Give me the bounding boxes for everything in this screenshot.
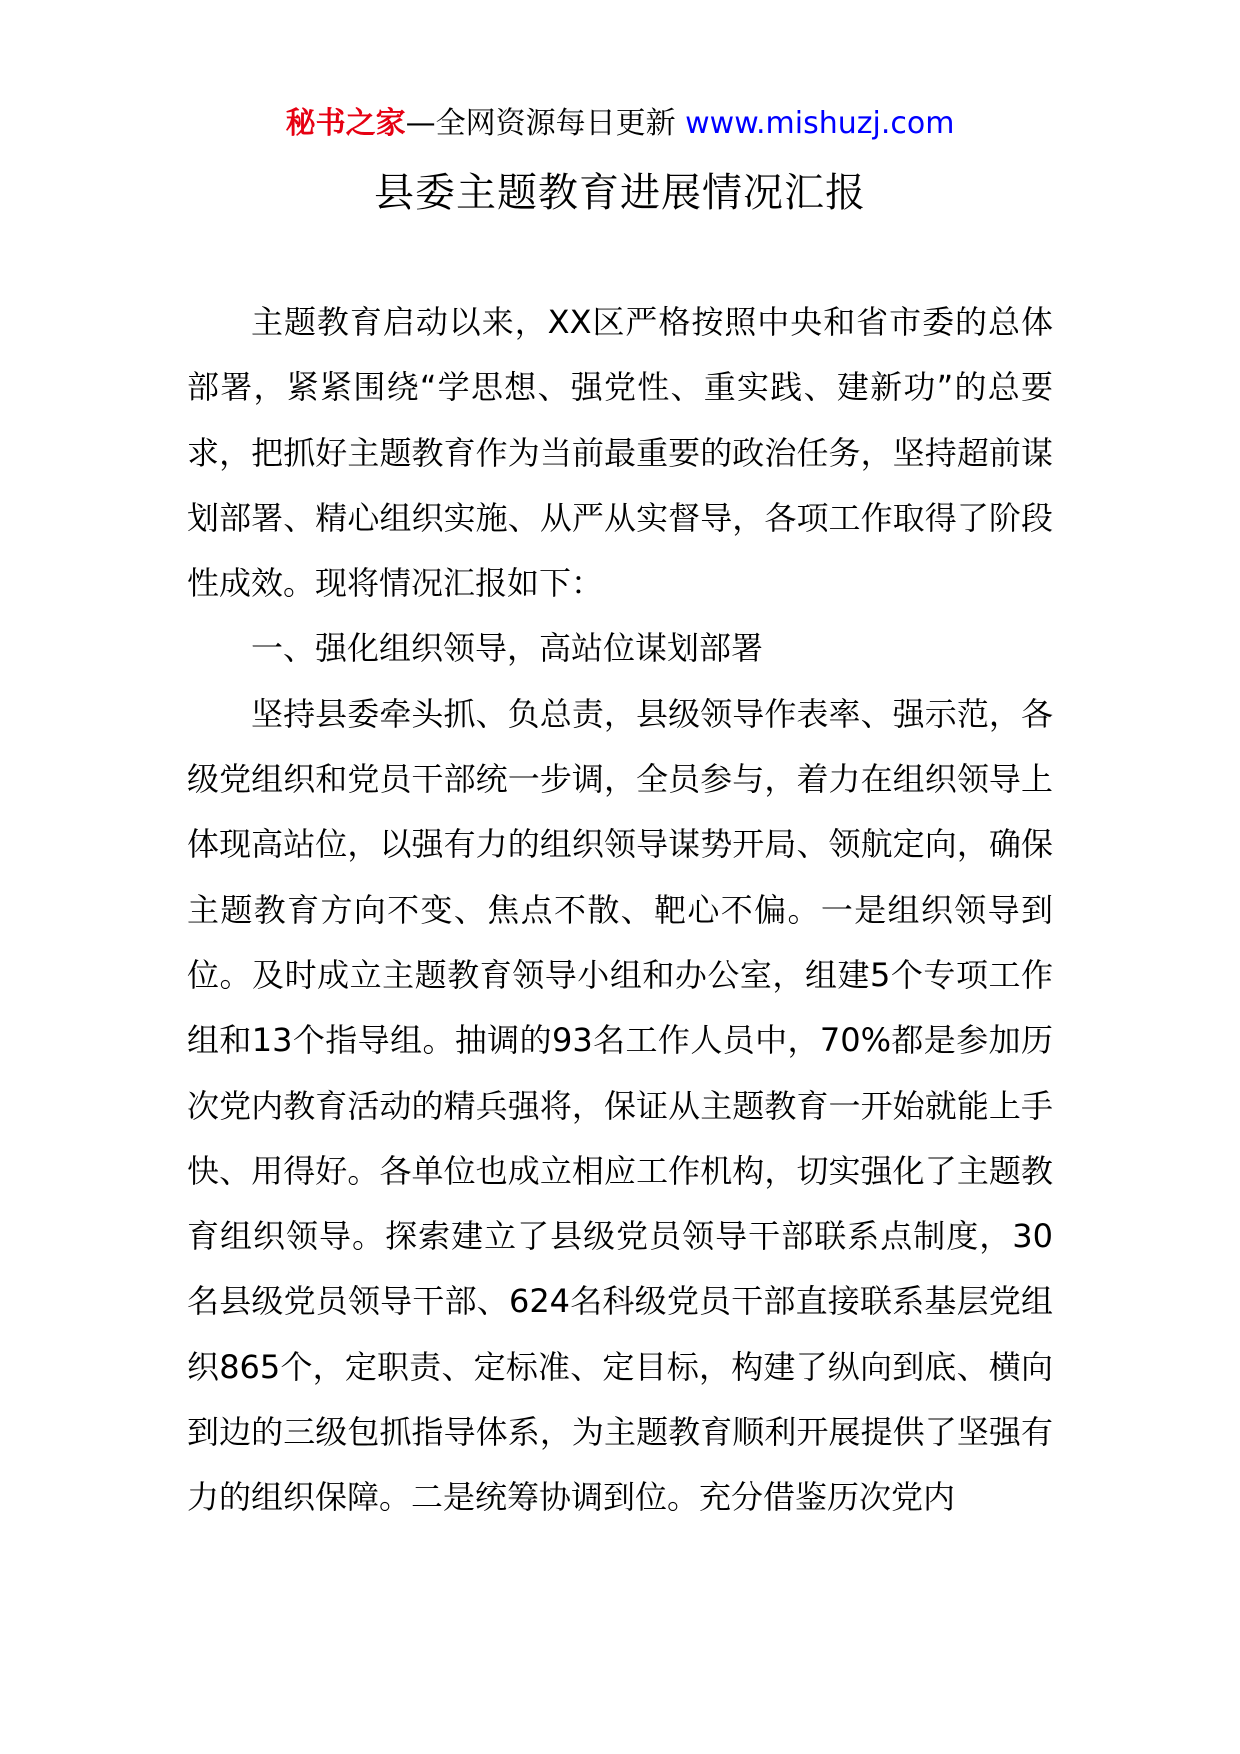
section-heading-1: 一、强化组织领导，高站位谋划部署	[251, 629, 764, 668]
header-url-link[interactable]: www.mishuzj.com	[685, 106, 955, 141]
paragraph-section-1: 坚持县委牵头抓、负总责，县级领导作表率、强示范，各级党组织和党员干部统一步调，全员参与，着力在组织领导上体现高站位，以强有力的组织领导谋势开局、领航定向，确保主题教育方向不变、焦点不散、靶心不偏。一是组织领导到位。及时成立主题教育领导小组和办公室，组建5个专项工作组和13个指导组。抽调的93名工作人员中，70%都是参加历次党内教育活动的精兵强将，保证从主题教育一开始就能上手快、用得好。各单位也成立相应工作机构，切实强化了主题教育组织领导。探索建立了县级党员领导干部联系点制度，30名县级党员领导干部、624名科级党员干部直接联系基层党组织865个，定职责、定标准、定目标，构建了纵向到底、横向到边的三级包抓指导体系，为主题教育顺利开展提供了坚强有力的组织保障。二是统筹协调到位。充分借鉴历次党内	[187, 694, 1053, 1517]
header-tagline: —全网资源每日更新	[405, 106, 676, 141]
document-body	[187, 290, 1053, 1531]
watermark-header	[0, 102, 1240, 146]
paragraph-intro: 主题教育启动以来，XX区严格按照中央和省市委的总体部署，紧紧围绕“学思想、强党性、重实践、建新功”的总要求，把抓好主题教育作为当前最重要的政治任务，坚持超前谋划部署、精心组织实施、从严从实督导，各项工作取得了阶段性成效。现将情况汇报如下：	[187, 303, 1053, 603]
document-title: 县委主题教育进展情况汇报	[374, 170, 866, 216]
brand-name: 秘书之家	[285, 106, 406, 141]
